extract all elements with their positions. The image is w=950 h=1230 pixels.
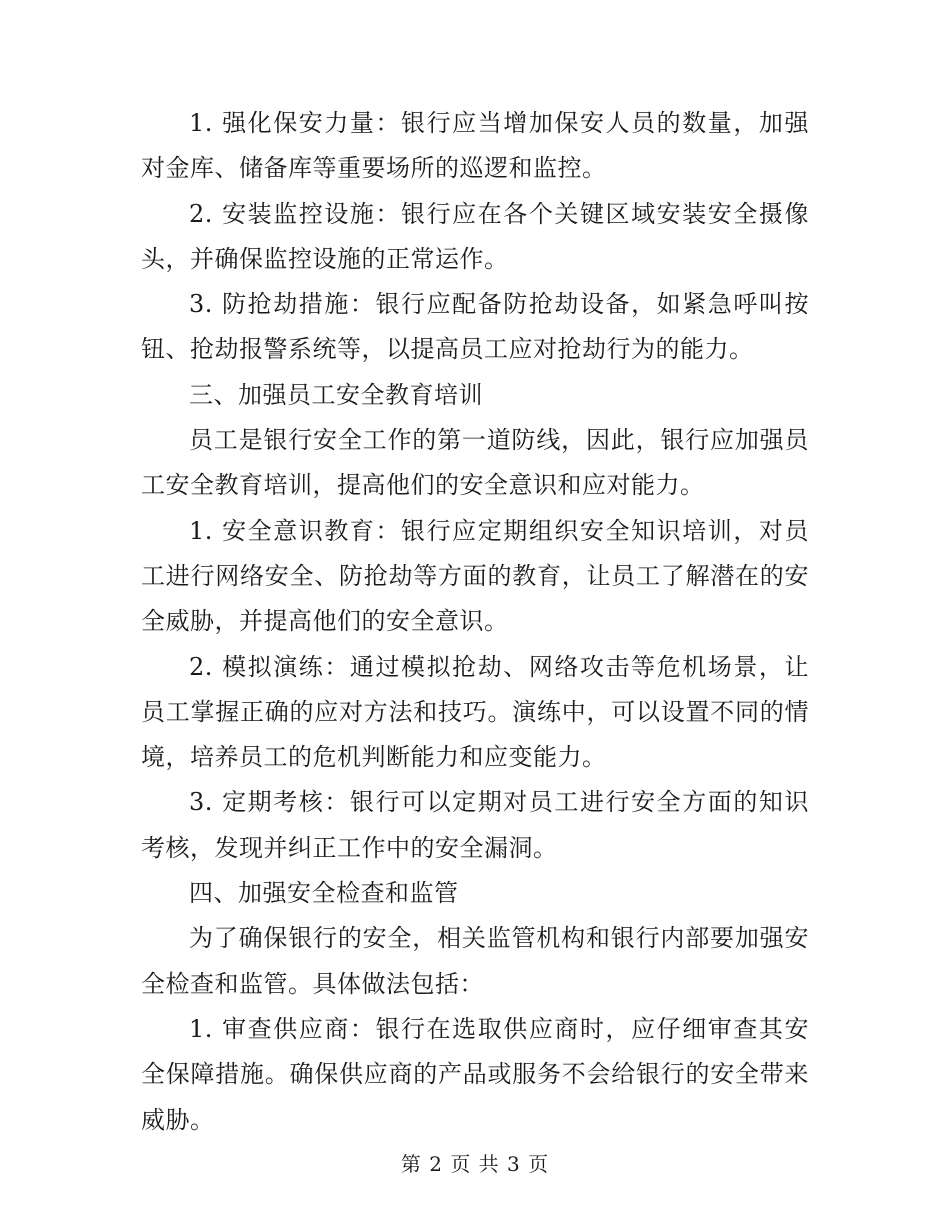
section-heading-inspection-supervision: 四、加强安全检查和监管 bbox=[189, 879, 459, 908]
document-body bbox=[141, 101, 809, 1143]
list-item-strengthen-security-guards: 1. 强化保安力量：银行应当增加保安人员的数量，加强对金库、储备库等重要场所的巡逻和监控。 bbox=[141, 109, 809, 183]
section-heading-staff-training: 三、加强员工安全教育培训 bbox=[189, 380, 483, 409]
list-item-anti-robbery-measures: 3. 防抢劫措施：银行应配备防抢劫设备，如紧急呼叫按钮、抢劫报警系统等，以提高员工应对抢劫行为的能力。 bbox=[141, 290, 809, 364]
page-number-footer: 第 2 页 共 3 页 bbox=[400, 1152, 550, 1176]
paragraph-staff-training-intro: 员工是银行安全工作的第一道防线，因此，银行应加强员工安全教育培训，提高他们的安全意识和应对能力。 bbox=[141, 426, 809, 500]
list-item-install-monitoring: 2. 安装监控设施：银行应在各个关键区域安装安全摄像头，并确保监控设施的正常运作。 bbox=[141, 199, 809, 273]
list-item-simulation-drills: 2. 模拟演练：通过模拟抢劫、网络攻击等危机场景，让员工掌握正确的应对方法和技巧。演练中，可以设置不同的情境，培养员工的危机判断能力和应变能力。 bbox=[141, 652, 809, 772]
paragraph-inspection-intro: 为了确保银行的安全，相关监管机构和银行内部要加强安全检查和监管。具体做法包括： bbox=[141, 924, 809, 998]
list-item-regular-assessment: 3. 定期考核：银行可以定期对员工进行安全方面的知识考核，发现并纠正工作中的安全漏洞。 bbox=[141, 788, 809, 862]
list-item-security-awareness: 1. 安全意识教育：银行应定期组织安全知识培训，对员工进行网络安全、防抢劫等方面的教育，让员工了解潜在的安全威胁，并提高他们的安全意识。 bbox=[141, 516, 809, 636]
list-item-review-suppliers: 1. 审查供应商：银行在选取供应商时，应仔细审查其安全保障措施。确保供应商的产品或服务不会给银行的安全带来威胁。 bbox=[141, 1014, 809, 1134]
